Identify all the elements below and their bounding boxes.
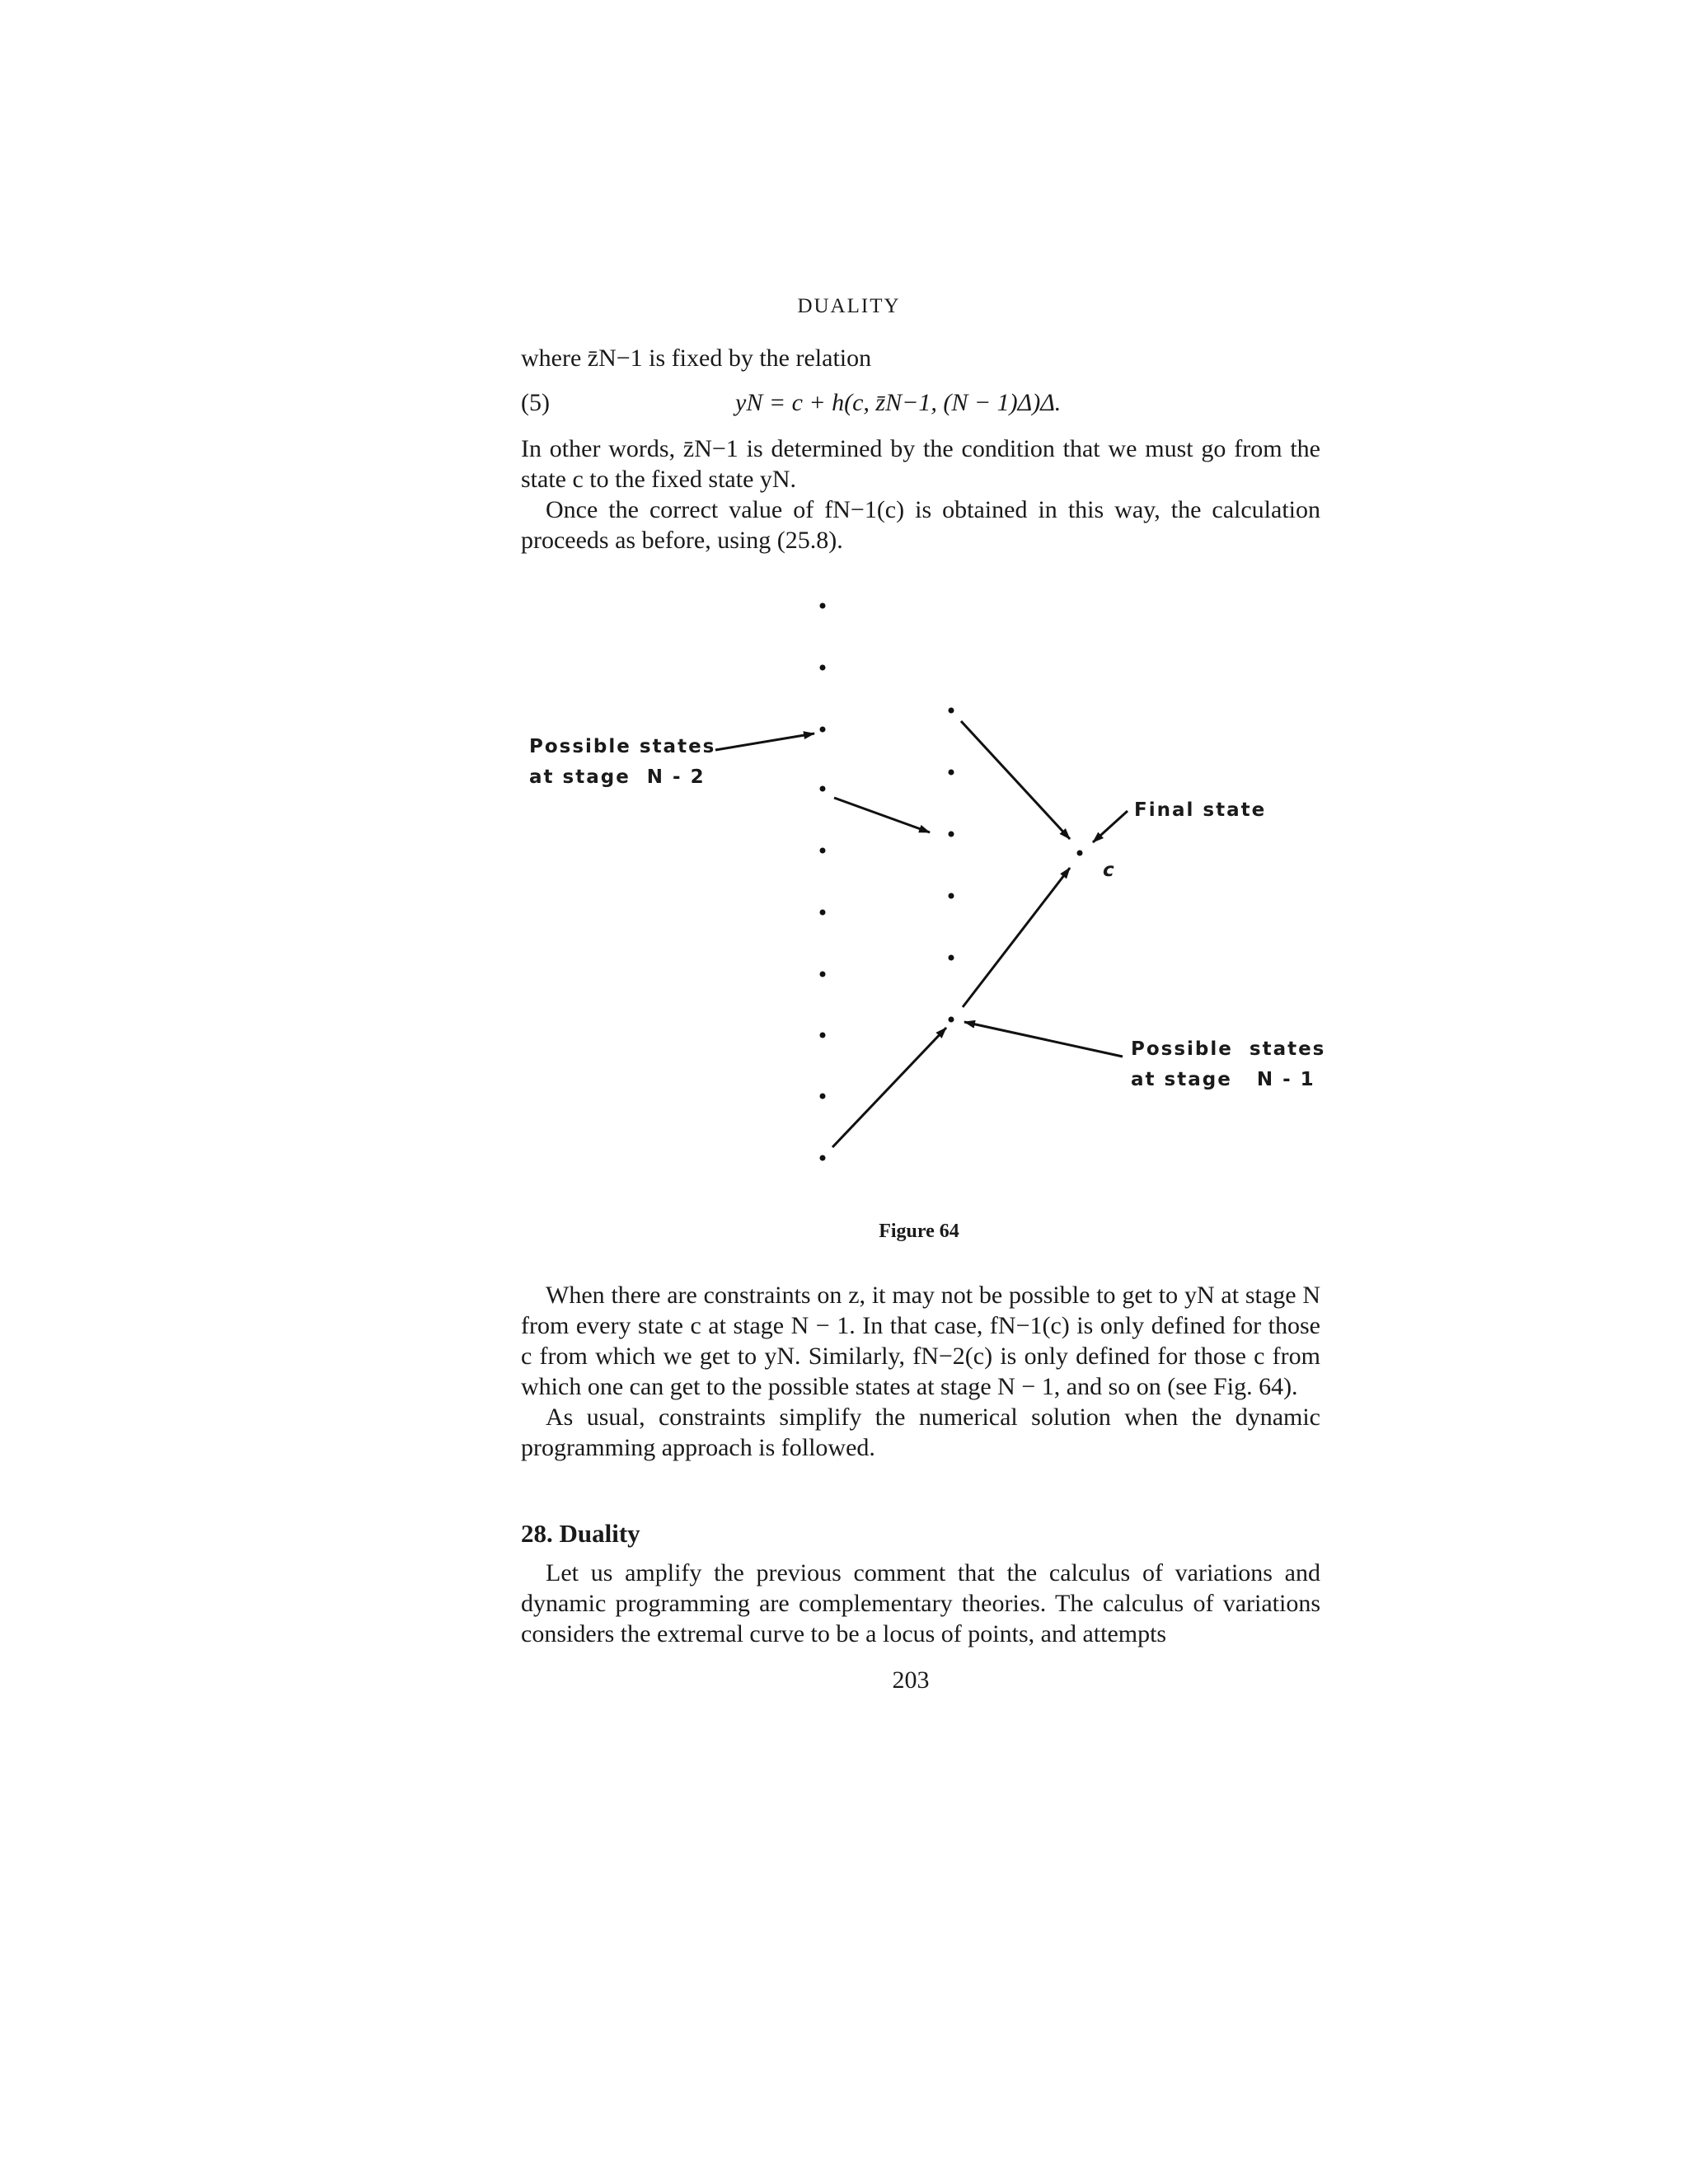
state-dot <box>820 848 826 854</box>
state-dot <box>820 727 826 733</box>
paragraph-as-usual: As usual, constraints simplify the numerical solution when the dynamic programming approach is followed. <box>521 1404 1320 1461</box>
state-dot <box>820 786 826 792</box>
running-head: DUALITY <box>797 295 901 317</box>
state-dot <box>949 893 954 899</box>
paragraphs-after-figure <box>521 1280 1320 1463</box>
page-number: 203 <box>892 1666 930 1694</box>
state-dot <box>949 832 954 837</box>
state-dot <box>949 770 954 776</box>
state-dot <box>949 955 954 961</box>
intro-text: where z̄N−1 is fixed by the relation <box>521 344 872 372</box>
label-final-point: c <box>1103 860 1116 881</box>
figure-caption: Figure 64 <box>879 1221 959 1242</box>
path-arrow-n1-to-final-lower <box>963 868 1070 1007</box>
state-dot <box>820 1094 826 1099</box>
state-dot <box>820 603 826 609</box>
label-stage-n1-line1: Possible states <box>1131 1038 1326 1060</box>
state-dot <box>820 1155 826 1161</box>
section-body <box>521 1558 1320 1649</box>
label-arrow-stage-n1 <box>964 1022 1123 1057</box>
stage-n1-dots <box>949 708 954 1023</box>
paragraph-once-correct: Once the correct value of fN−1(c) is obtained in this way, the calculation proceeds as before, using (25.8). <box>521 496 1320 554</box>
label-stage-n1-line2: at stage N - 1 <box>1131 1069 1315 1090</box>
equation-number: (5) <box>521 389 550 416</box>
stage-n2-dots <box>820 603 826 1161</box>
label-stage-n2-line1: Possible states <box>529 736 716 757</box>
state-dot <box>820 972 826 977</box>
state-dot <box>820 910 826 916</box>
paragraph-amplify: Let us amplify the previous comment that the calculus of variations and dynamic programming are complementary theories. The calculus of variations considers the extremal curve to be a locus of points, and attempts <box>521 1559 1320 1647</box>
path-arrow-n1-to-final <box>961 721 1070 839</box>
state-dot <box>949 708 954 714</box>
label-stage-n2 <box>529 732 715 793</box>
label-final-state: Final state <box>1134 799 1267 821</box>
path-arrow-n2-to-n1-lower <box>832 1028 946 1147</box>
label-arrow-stage-n2 <box>715 733 814 750</box>
final-state-dot <box>1077 851 1083 856</box>
state-dot <box>820 665 826 671</box>
label-stage-n2-line2: at stage N - 2 <box>529 766 706 788</box>
section-heading: 28. Duality <box>521 1519 640 1548</box>
equation-body: yN = c + h(c, z̄N−1, (N − 1)Δ)Δ. <box>735 389 1062 416</box>
path-arrow-n2-to-n1 <box>834 798 930 832</box>
paragraph-other-words: In other words, z̄N−1 is determined by the condition that we must go from the state c to the fixed state yN. <box>521 435 1320 493</box>
label-arrow-final-state <box>1093 811 1128 842</box>
label-stage-n1 <box>1131 1034 1325 1095</box>
paragraph-constraints: When there are constraints on z, it may not be possible to get to yN at stage N from every state c at stage N − 1. In that case, fN−1(c) is only defined for those c from which we get to yN. Similarly, fN−2(c) is only defined for those c from which one can get to the possible states at stage N − 1, and so on (see Fig. 64). <box>521 1282 1320 1400</box>
state-dot <box>820 1033 826 1038</box>
state-dot <box>949 1017 954 1023</box>
